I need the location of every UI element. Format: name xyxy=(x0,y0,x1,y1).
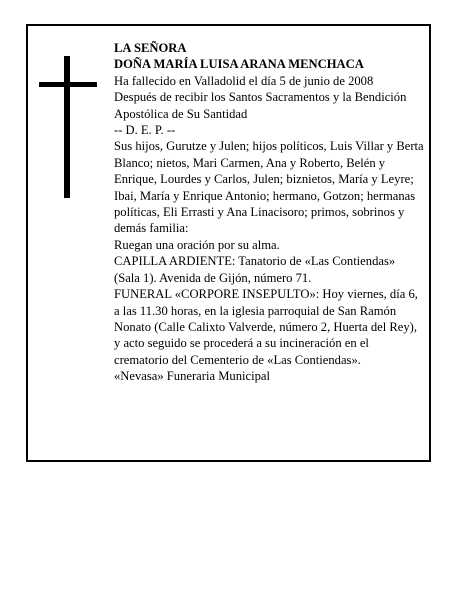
obituary-text xyxy=(114,40,424,385)
prayer-request: Ruegan una oración por su alma. xyxy=(114,237,280,252)
deceased-name: DOÑA MARÍA LUISA ARANA MENCHACA xyxy=(114,57,364,72)
death-announcement: Ha fallecido en Valladolid el día 5 de junio de 2008 xyxy=(114,73,374,88)
cross-vertical-bar xyxy=(64,56,70,198)
notice-title: LA SEÑORA xyxy=(114,41,187,55)
funeral-home: «Nevasa» Funeraria Municipal xyxy=(114,369,270,384)
sacraments-text: Después de recibir los Santos Sacramentos y la Bendición Apostólica de Su Santidad xyxy=(114,90,407,121)
cross-icon xyxy=(39,56,97,198)
funeral-info: FUNERAL «CORPORE INSEPULTO»: Hoy viernes, día 6, a las 11.30 horas, en la iglesia parroquial de San Ramón Nonato (Calle Calixto Valverde, número 2, Huerta del Rey), y acto seguido se procederá a su incineración en el crematorio del Cementerio de «Las Contiendas». xyxy=(114,287,418,367)
rip-text: -- D. E. P. -- xyxy=(114,123,176,138)
chapel-info: CAPILLA ARDIENTE: Tanatorio de «Las Contiendas» (Sala 1). Avenida de Gijón, número 71. xyxy=(114,254,396,285)
obituary-notice xyxy=(26,24,431,462)
family-list: Sus hijos, Gurutze y Julen; hijos políticos, Luis Villar y Berta Blanco; nietos, Mari Carmen, Ana y Roberto, Belén y Enrique, Lourdes y Carlos, Julen; biznietos, María y Leyre; Ibai, María y Enrique Antonio; hermano, Gotzon; hermanas políticas, Eli Errasti y Ana Linacisoro; primos, sobrinos y demás familia: xyxy=(114,139,424,236)
cross-horizontal-bar xyxy=(39,82,97,87)
